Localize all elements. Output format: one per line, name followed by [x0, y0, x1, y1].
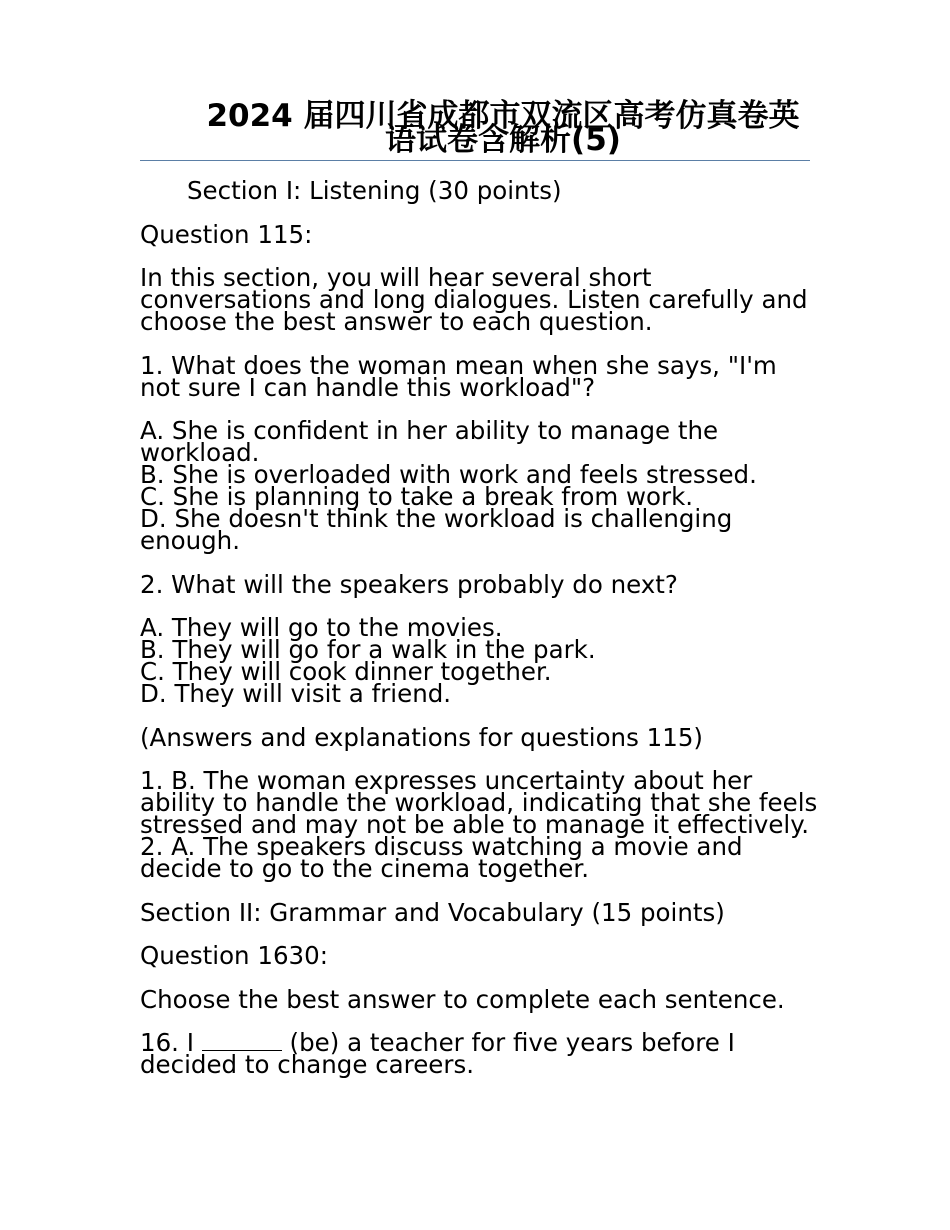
section-heading-listening: Section I: Listening (30 points) — [187, 176, 562, 205]
title-block — [140, 98, 810, 158]
option-item: D. She doesn't think the workload is challenging enough. — [140, 504, 733, 555]
answer-item: 1. B. The woman expresses uncertainty about her ability to handle the workload, indicating that she feels stressed and may not be able to manage it effectively. — [140, 766, 818, 839]
question-text-before-blank: 16. I — [140, 1028, 202, 1057]
section-heading-grammar: Section II: Grammar and Vocabulary (15 points) — [140, 897, 725, 927]
question-label: Question 115: — [140, 219, 313, 249]
title-divider — [140, 160, 810, 161]
question-stem: 2. What will the speakers probably do next? — [140, 569, 678, 599]
option-item: C. She is planning to take a break from work. — [140, 482, 694, 511]
question-text-after-blank: (be) a teacher for five years before I decided to change careers. — [140, 1028, 735, 1079]
document-body — [140, 176, 820, 1098]
page-title: 2024 届四川省成都市双流区高考仿真卷英语试卷含解析(5) — [206, 98, 800, 158]
instructions-paragraph: Choose the best answer to complete each sentence. — [140, 984, 785, 1014]
option-list — [140, 416, 820, 555]
question-stem: 1. What does the woman mean when she says, "I'm not sure I can handle this workload"? — [140, 350, 777, 402]
option-item: C. They will cook dinner together. — [140, 657, 552, 686]
answer-blank — [202, 1032, 282, 1051]
option-item: A. They will go to the movies. — [140, 613, 503, 642]
option-item: A. She is confident in her ability to manage the workload. — [140, 416, 719, 467]
answer-item: 2. A. The speakers discuss watching a movie and decide to go to the cinema together. — [140, 832, 743, 883]
answer-list — [140, 766, 820, 883]
question-label: Question 1630: — [140, 941, 328, 970]
fill-in-question — [140, 1028, 820, 1079]
instructions-paragraph: In this section, you will hear several short conversations and long dialogues. Listen carefully and choose the best answer to each question. — [140, 263, 808, 336]
option-item: D. They will visit a friend. — [140, 679, 452, 708]
option-list — [140, 613, 820, 708]
option-item: B. She is overloaded with work and feels stressed. — [140, 460, 757, 489]
answers-heading: (Answers and explanations for questions 115) — [140, 722, 703, 752]
option-item: B. They will go for a walk in the park. — [140, 635, 596, 664]
